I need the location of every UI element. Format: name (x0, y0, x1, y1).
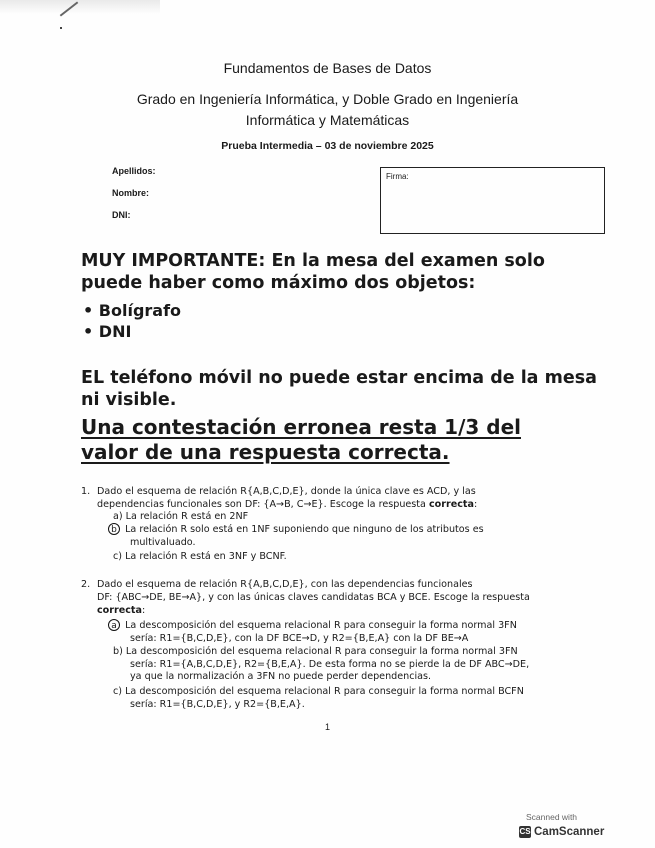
important-line-2: puede haber como máximo dos objetos: (81, 273, 476, 293)
question-1-option-b-line-2: multivaluado. (130, 536, 196, 548)
allowed-objects-list (83, 300, 181, 342)
signature-box (380, 167, 605, 234)
penalty-line-2: valor de una respuesta correcta. (81, 440, 450, 464)
question-2-option-a (108, 619, 608, 645)
signature-label: Firma: (386, 172, 409, 181)
question-1-line-1: Dado el esquema de relación R{A,B,C,D,E}, donde la única clave es ACD, y las (97, 486, 476, 497)
question-2-option-a-line-2: sería: R1={B,C,D,E}, con la DF BCE→D, y R2={B,E,A} con la DF BE→A (130, 632, 469, 644)
degree-line-1: Grado en Ingeniería Informática, y Doble Grado en Ingeniería (136, 91, 519, 107)
selected-answer-mark: a (108, 619, 120, 631)
important-line-1: MUY IMPORTANTE: En la mesa del examen solo (81, 251, 545, 271)
scan-shadow (0, 0, 160, 14)
course-title: Fundamentos de Bases de Datos (223, 60, 432, 76)
question-1-option-b (108, 523, 578, 549)
ink-dot (60, 27, 62, 29)
question-1-number: 1. (81, 486, 91, 497)
penalty-line-1: Una contestación erronea resta 1/3 del (81, 415, 521, 439)
question-2-option-b-line-1: b) La descomposición del esquema relacional R para conseguir la forma normal 3FN (113, 646, 518, 657)
question-2-option-a-line-1: La descomposición del esquema relacional R para conseguir la forma normal 3FN (125, 620, 517, 631)
phone-line-2: ni visible. (81, 390, 177, 410)
question-2-option-c-line-1: c) La descomposición del esquema relacional R para conseguir la forma normal BCFN (113, 686, 524, 697)
camscanner-watermark (514, 808, 611, 848)
bullet-dni: DNI (98, 322, 132, 341)
question-2-option-c-line-2: sería: R1={B,C,D,E}, y R2={B,E,A}. (130, 698, 305, 710)
question-2-text (97, 578, 627, 617)
question-2-option-b-line-3: ya que la normalización a 3FN no puede perder dependencias. (130, 671, 432, 683)
question-2-line-2: DF: {ABC→DE, BE→A}, y con las únicas claves candidatas BCA y BCE. Escoge la respuesta (97, 592, 530, 603)
apellidos-label: Apellidos: (112, 166, 156, 176)
degree-title (0, 89, 655, 131)
phone-line-1: EL teléfono móvil no puede estar encima de la mesa (81, 368, 597, 388)
list-item: • DNI (83, 322, 132, 341)
scanned-with-text: Scanned with (526, 812, 578, 822)
question-1-option-b-line-1: La relación R solo está en 1NF suponiendo que ninguno de los atributos es (125, 524, 484, 535)
question-2-line-1: Dado el esquema de relación R{A,B,C,D,E}, con las dependencias funcionales (97, 579, 473, 590)
degree-line-2: Informática y Matemáticas (245, 112, 410, 128)
question-2-option-c (113, 686, 613, 711)
question-2-option-b (113, 646, 613, 684)
exam-date: Prueba Intermedia – 03 de noviembre 2025 (221, 140, 434, 152)
bullet-boligrafo: Bolígrafo (98, 301, 182, 320)
nombre-label: Nombre: (112, 188, 150, 198)
camscanner-logo: CS CamScanner (519, 826, 605, 839)
list-item: • Bolígrafo (83, 301, 182, 320)
question-1-option-c: c) La relación R está en 3NF y BCNF. (113, 551, 287, 562)
phone-notice (81, 367, 601, 411)
question-2-option-b-line-2: sería: R1={A,B,C,D,E}, R2={B,E,A}. De esta forma no se pierde la de DF ABC→DE, (130, 658, 530, 670)
question-1-text (97, 485, 617, 511)
selected-answer-mark: b (108, 523, 120, 535)
camscanner-icon: CS (519, 827, 531, 836)
penalty-notice (81, 415, 541, 465)
dni-label: DNI: (112, 210, 131, 220)
question-1-option-a: a) La relación R está en 2NF (113, 511, 249, 522)
question-1-line-2: dependencias funcionales son DF: {A→B, C→E}. Escoge la respuesta correcta: (97, 499, 478, 510)
page-number: 1 (324, 722, 330, 732)
question-2-line-3: correcta: (97, 605, 146, 616)
important-notice (81, 250, 581, 294)
question-2-number: 2. (81, 579, 91, 590)
